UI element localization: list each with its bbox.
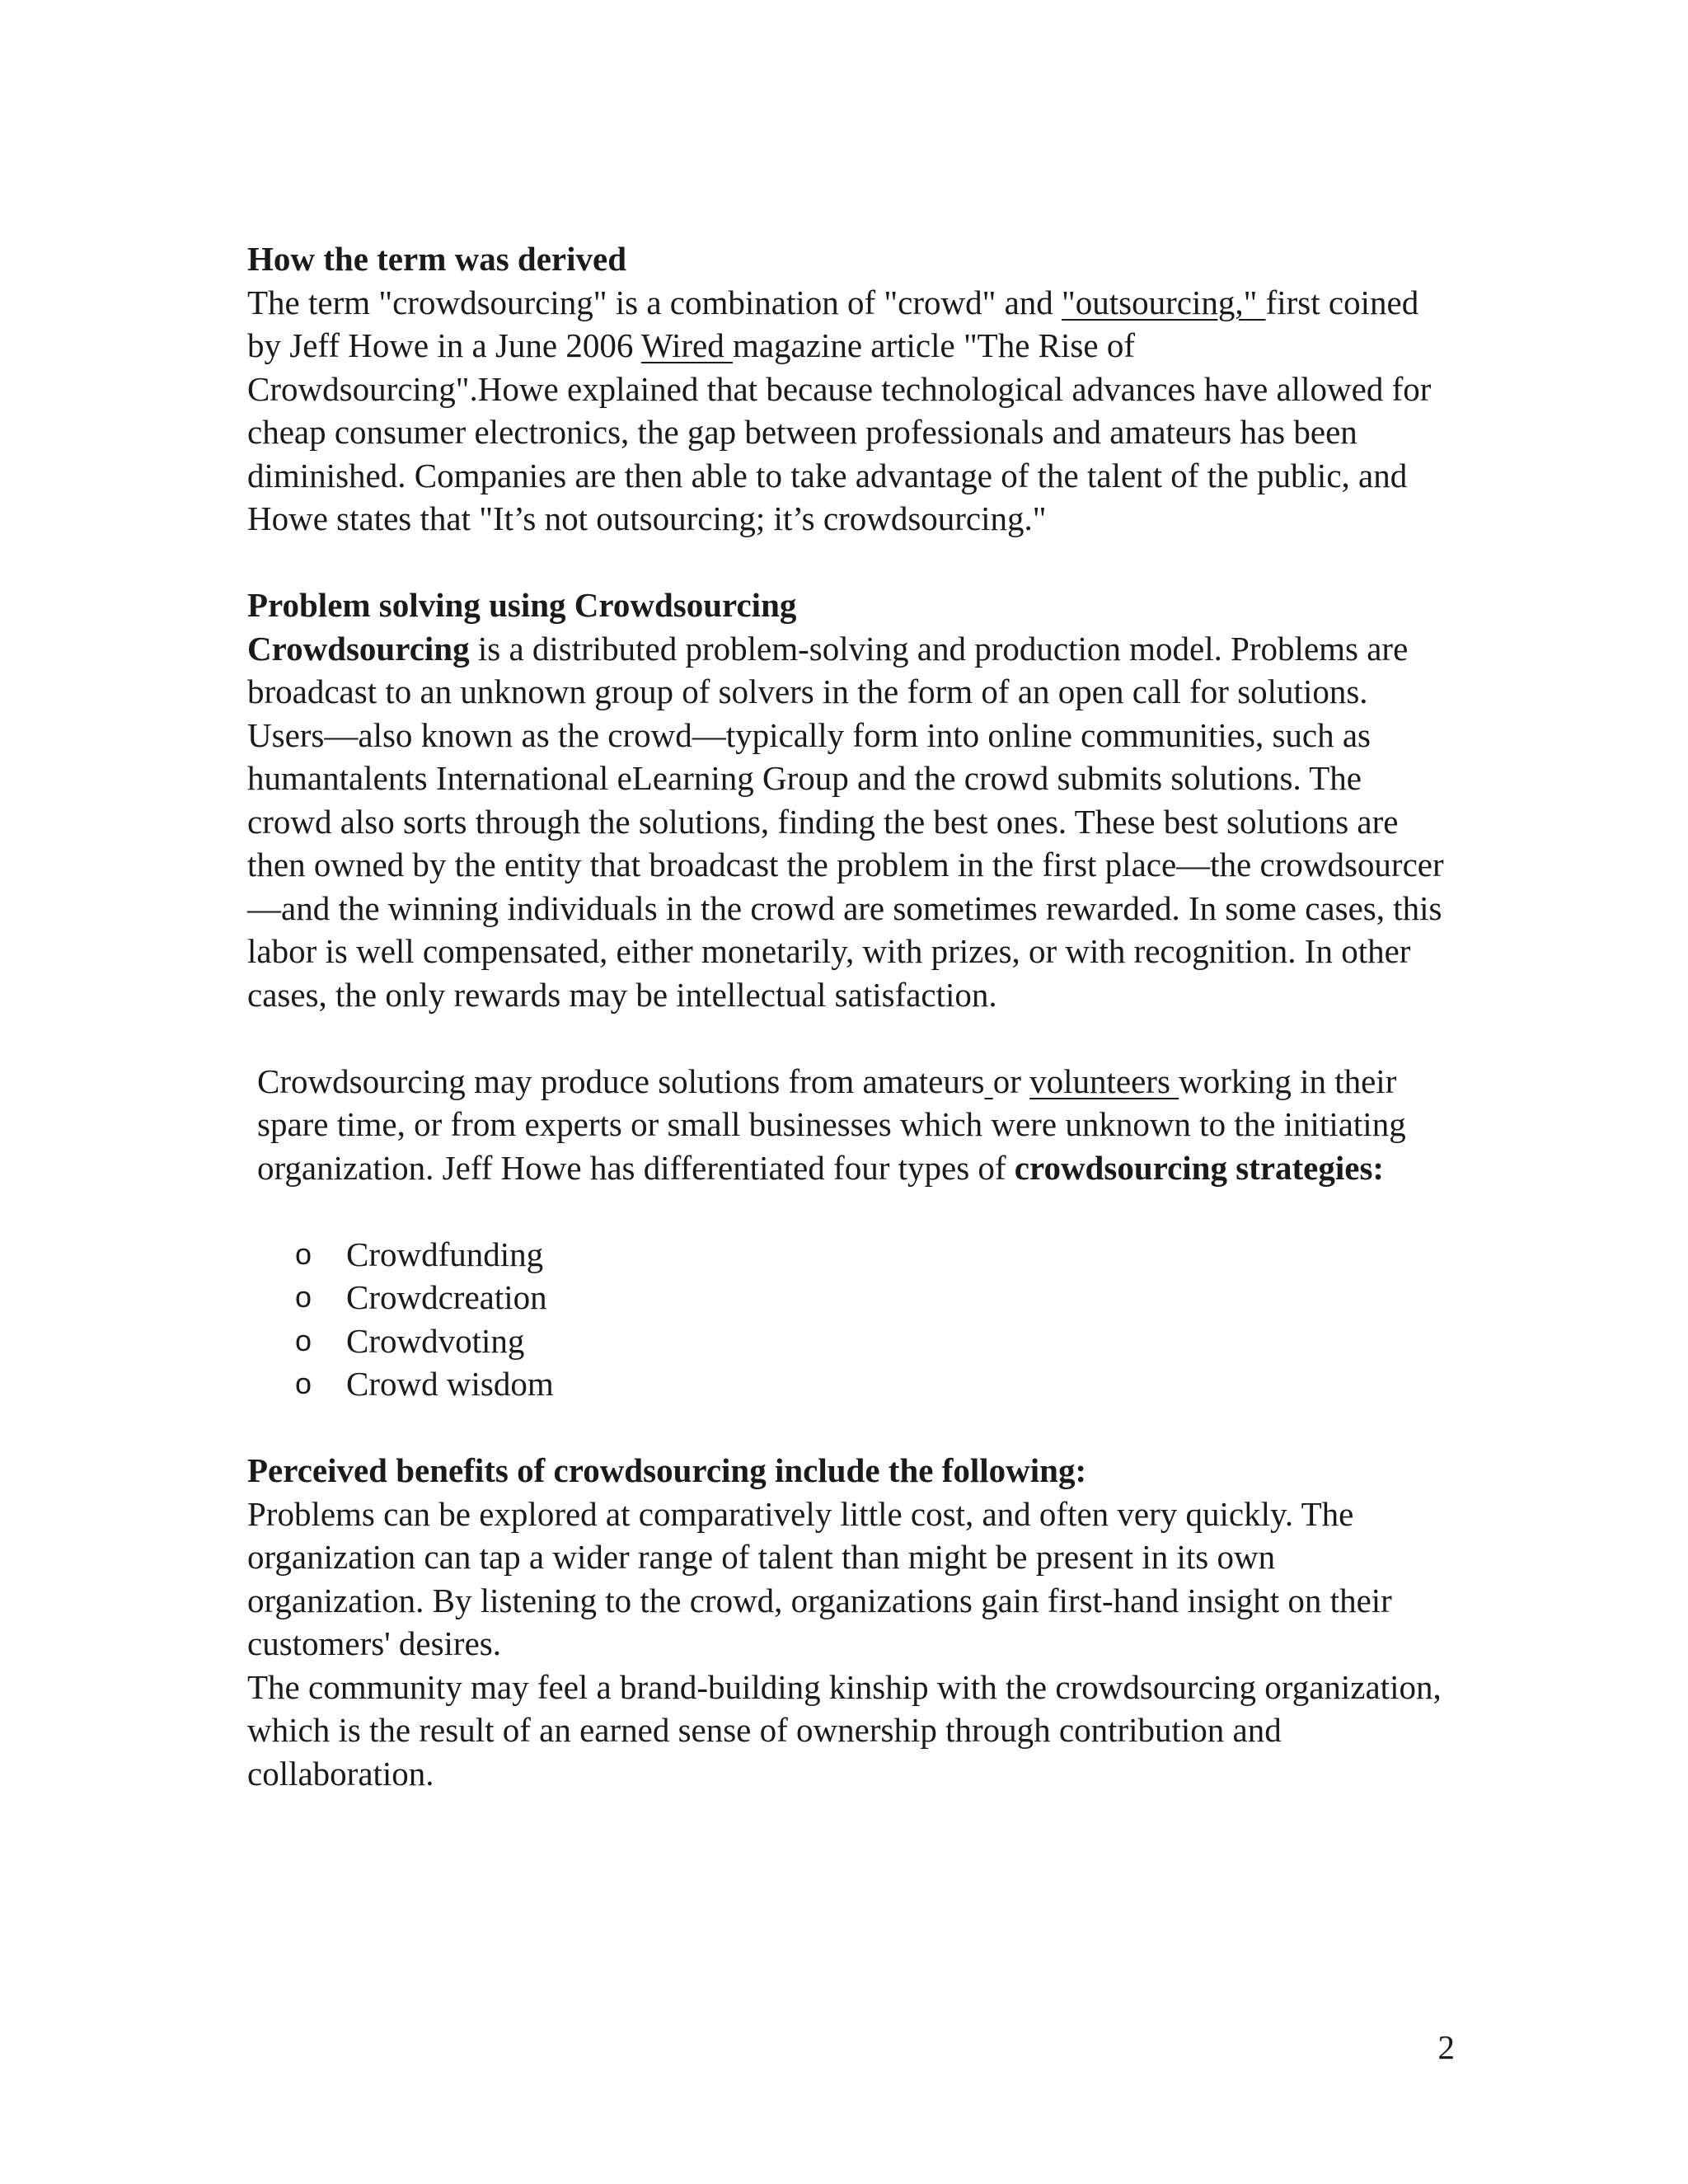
text-run: first coined by Jeff Howe in a June 2006	[247, 283, 1419, 364]
paragraph-term-derived	[247, 281, 1451, 541]
bullet-icon: o	[295, 1323, 312, 1357]
bullet-icon: o	[295, 1366, 312, 1400]
list-item-label: Crowd wisdom	[346, 1365, 554, 1403]
text-run: is a distributed problem-solving and production model. Problems are broadcast to an unknown group of solvers in the form of an open call for solutions. Users—also known as the crowd—typically form into online communities, such as humantalents International eLearning Group and the crowd submits solutions. The crowd also sorts through the solutions, finding the best ones. These best solutions are then owned by the entity that broadcast the problem in the first place—the crowdsourcer—and the winning individuals in the crowd are sometimes rewarded. In some cases, this labor is well compensated, either monetarily, with prizes, or with recognition. In other cases, the only rewards may be intellectual satisfaction.	[247, 629, 1444, 1014]
section-heading-problem-solving: Problem solving using Crowdsourcing	[247, 586, 797, 624]
list-item	[247, 1362, 1451, 1406]
bullet-icon: o	[295, 1280, 312, 1314]
list-item-label: Crowdcreation	[346, 1278, 547, 1316]
paragraph-spacer	[247, 1406, 1451, 1450]
list-item-label: Crowdfunding	[346, 1235, 544, 1273]
list-item	[247, 1319, 1451, 1363]
text-run: or	[992, 1062, 1030, 1100]
list-item-label: Crowdvoting	[346, 1321, 525, 1360]
section-heading-benefits: Perceived benefits of crowdsourcing include the following:	[247, 1451, 1087, 1489]
paragraph-spacer	[247, 541, 1451, 584]
bold-term-crowdsourcing: Crowdsourcing	[247, 629, 470, 668]
section-heading-term-derived: How the term was derived	[247, 240, 627, 278]
text-run: working in their spare time, or from experts or small businesses which were unknown to the initiating organization. Jeff Howe has differentiated four types of	[257, 1062, 1406, 1187]
bullet-icon: o	[295, 1236, 312, 1271]
paragraph-solutions	[247, 1060, 1451, 1190]
volunteers-link[interactable]: volunteers	[1029, 1062, 1179, 1100]
paragraph-problem-solving	[247, 627, 1451, 1017]
page-content	[247, 237, 1451, 1795]
list-item	[247, 1276, 1451, 1319]
paragraph-spacer	[247, 1016, 1451, 1060]
text-run: The term "crowdsourcing" is a combination of "crowd" and	[247, 283, 1062, 321]
bold-strategies-label: crowdsourcing strategies:	[1014, 1148, 1385, 1187]
paragraph-benefits-2: The community may feel a brand-building kinship with the crowdsourcing organization, which is the result of an earned sense of ownership through contribution and collaboration.	[247, 1667, 1442, 1793]
page-number: 2	[1437, 2028, 1455, 2066]
outsourcing-link[interactable]: "outsourcing,"	[1062, 283, 1266, 321]
wired-link[interactable]: Wired	[640, 326, 733, 364]
text-run: Crowdsourcing may produce solutions from amateurs	[257, 1062, 985, 1100]
paragraph-benefits-1: Problems can be explored at comparatively little cost, and often very quickly. The organization can tap a wider range of talent than might be present in its own organization. By listening to the crowd, organizations gain first-hand insight on their customers' desires.	[247, 1494, 1392, 1662]
underlined-space	[984, 1062, 992, 1100]
paragraph-spacer	[247, 1189, 1451, 1233]
text-run: magazine article "The Rise of Crowdsourcing".Howe explained that because technological advances have allowed for cheap consumer electronics, the gap between professionals and amateurs has been diminished. Companies are then able to take advantage of the talent of the public, and Howe states that "It’s not outsourcing; it’s crowdsourcing."	[247, 326, 1432, 537]
strategies-list	[247, 1233, 1451, 1406]
list-item	[247, 1233, 1451, 1277]
